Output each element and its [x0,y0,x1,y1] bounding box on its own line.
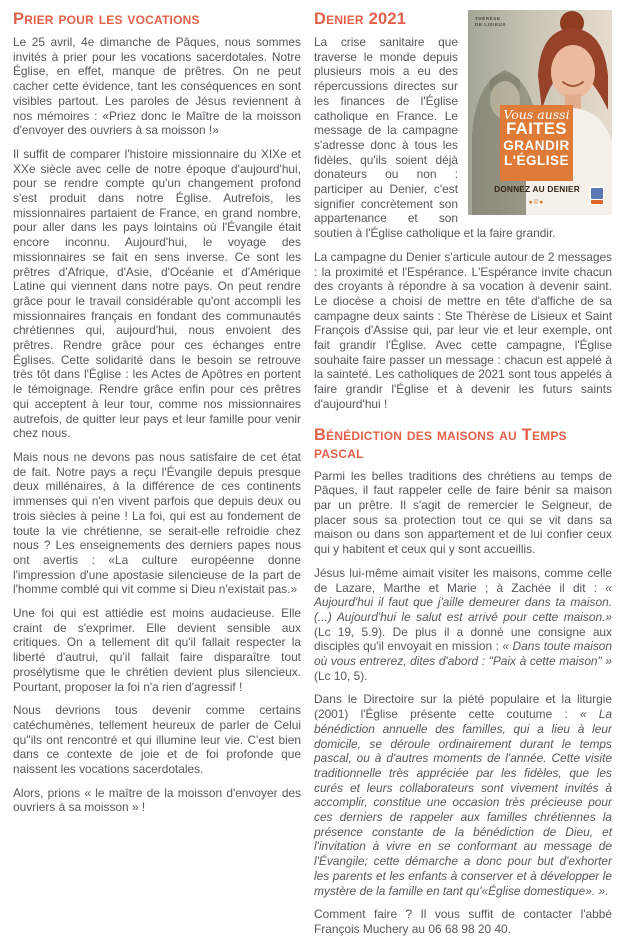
paragraph: Le 25 avril, 4e dimanche de Pâques, nous sommes invités à prier pour les vocations sacerdotales. Notre Église, en effet, manque de prêtres. On ne peut cacher cette évidence, tant les conséquences en sont visibles partout. Les paroles de Jésus reviennent à nos mémoires : «Priez donc le Maître de la moisson d'envoyer des ouvriers à sa moisson !» [13,35,301,138]
paragraph: La crise sanitaire que traverse le monde depuis plusieurs mois a eu des répercussions directes sur les finances de l'Église catholique en France. Le message de la campagne s'adresse donc à tous les fidèles, qu'ils soient déjà donateurs ou non : participer au Denier, c'est signifier concrètement son appartenance et son soutien à l'Église catholique et la faire grandir. [314,35,556,241]
diocese-logo-top [591,188,603,199]
paragraph: Comment faire ? Il vous suffit de contacter l'abbé François Muchery au 06 68 98 20 40. [314,907,612,936]
paragraph: Nous devrions tous devenir comme certains catéchumènes, tellement heureux de parler de Celui qu''ils ont rencontré et qui illumine leur vie. C'est bien dans ce contexte de joie et de foi profonde que naissent les vocations sacerdotales. [13,703,301,777]
poster-headline-line1: FAITES [506,120,567,138]
right-column [314,10,612,937]
paragraph: Jésus lui-même aimait visiter les maisons, comme celle de Lazare, Marthe et Marie ; à Zachée il dit : « Aujourd'hui il faut que j'aille demeurer dans ta maison. (...) Aujourd'hui le salut est arrivé pour cette maison.» (Lc 19, 5.9). De plus il a donné une consigne aux disciples qu'il envoyait en mission : « Dans toute maison où vous entrerez, dites d'abord : "Paix à cette maison" » (Lc 10, 5). [314,565,613,683]
poster-therese-caption-line1: THÉRÈSE [475,16,501,21]
poster-headline-line3: L'ÉGLISE [504,153,569,168]
paragraph: Il suffit de comparer l'histoire missionnaire du XIXe et XXe siècle avec celle de notre époque d'aujourd'hui, pour se rendre compte qu'un changement profond s'est produit dans notre Église. Autrefois, les missionnaires partaient de France, en grand nombre, pour aller dans les pays lointains où l'Évangile était encore inconnu. Aujourd'hui, le voyage des missionnaires se fait en sens inverse. Ce sont les prêtres d'Afrique, d'Asie, d'Océanie et d'Amérique Latine qui viennent dans notre pays. On peut rendre grâce pour le travail considérable qu'ont accompli les missionnaires français en fondant des communautés chrétiennes qui, aujourd'hui, nous envoient des prêtres. Rendre grâce pour ces échanges entre Églises. Cette solidarité dans le besoin se retrouve très tôt dans l'Église : les Actes de Apôtres en portent le témoignage. Rendre grâce enfin pour ces prêtres qui acceptent à leur tour, comme nos missionnaires autrefois, de quitter leur pays et leur famille pour venir chez nous. [13,146,301,441]
section-heading-vocations: Prier pour les vocations [13,10,200,28]
poster-therese-caption [475,16,506,27]
section-heading-benediction: Bénédiction des maisons au Temps pascal [314,425,567,462]
diocese-logo-icon [589,186,604,205]
poster-headline-line2: GRANDIR [503,138,570,153]
paragraph: Dans le Directoire sur la piété populaire et la liturgie (2001) l'Église présente cette coutume : « La bénédiction annuelle des familles, qui a lieu à leur domicile, se déroule ordinairement durant le temps pascal, ou à d'autres moments de l'année. Cette visite traditionnelle très appréciée par les fidèles, que les curés et leurs collaborateurs sont vivement invités à accomplir, constitue une occasion très précieuse pour ces derniers de rappeler aux familles chrétiennes la présence constante de la bénédiction de Dieu, et l'invitation à vivre en se conformant au message de l'Évangile; cette démarche a donc pour but d'exhorter les parents et les enfants à conserver et à développer le mystère de la famille en tant qu'«Église domestique». ». [314,692,612,898]
poster-therese-caption-line2: DE LISIEUX [475,21,507,27]
poster-script-text: Vous aussi [503,107,570,122]
paragraph: Une foi qui est attiédie est moins audacieuse. Elle craint de s'exprimer. Elle devient sensible aux critiques. On a tellement dit qu'il fallait respecter la liberté d'autrui, qu'il fallait faire disparaître tout prosélytisme que le chrétien devient plus silencieux. Pourtant, proposer la foi n'a rien d'agressif ! [13,606,301,694]
paragraph: Mais nous ne devons pas nous satisfaire de cet état de fait. Notre pays a reçu l'Évangile depuis presque deux millénaires, à la différence de ces continents immenses qui n'en vivent parfois que depuis deux ou trois siècles à peine ! La foi, qui est au fondement de toute la vie chrétienne, se serait-elle refroidie chez nous ? Les enseignements des derniers papes nous ont avertis : «La culture européenne donne l'impression d'une apostasie silencieuse de la part de l'homme comblé qui vit comme si Dieu n'existait pas.» [13,449,301,597]
denier-campaign-poster [468,10,612,215]
section-heading-denier: Denier 2021 [314,10,407,28]
poster-orange-panel [500,105,573,181]
paragraph: Parmi les belles traditions des chrétiens au temps de Pâques, il faut rappeler celle de faire bénir sa maison par un prêtre. Il s'agit de remercier le Seigneur, de placer sous sa protection tout ce qui se vit dans sa maison ou dans son appartement et de lui confier ceux qui y habitent et ceux qui y sont accueillis. [314,468,612,557]
poster-cta-text: DONNEZ AU DENIER [494,184,580,194]
poster-publisher-mark: ●©● [528,199,545,206]
left-column [13,10,301,937]
paragraph: La campagne du Denier s'articule autour de 2 messages : la proximité et l'Espérance. L'Espérance invite chacun des croyants à répondre à sa vocation à devenir saint. Le diocèse a choisi de mettre en tête d'affiche de sa campagne deux saints : Ste Thérèse de Lisieux et Saint François d'Assise qui, par leur vie et leur exemple, ont fait grandir l'Église. Avec cette campagne, l'Église souhaite faire passer un message : chacun est appelé à la sainteté. Les catholiques de 2021 sont tous appelés à faire grandir l'Église et à devenir les futurs saints d'aujourd'hui ! [314,249,612,411]
paragraph: Alors, prions « le maître de la moisson d'envoyer des ouvriers à sa moisson » ! [13,785,301,815]
diocese-logo-bottom [591,200,603,204]
